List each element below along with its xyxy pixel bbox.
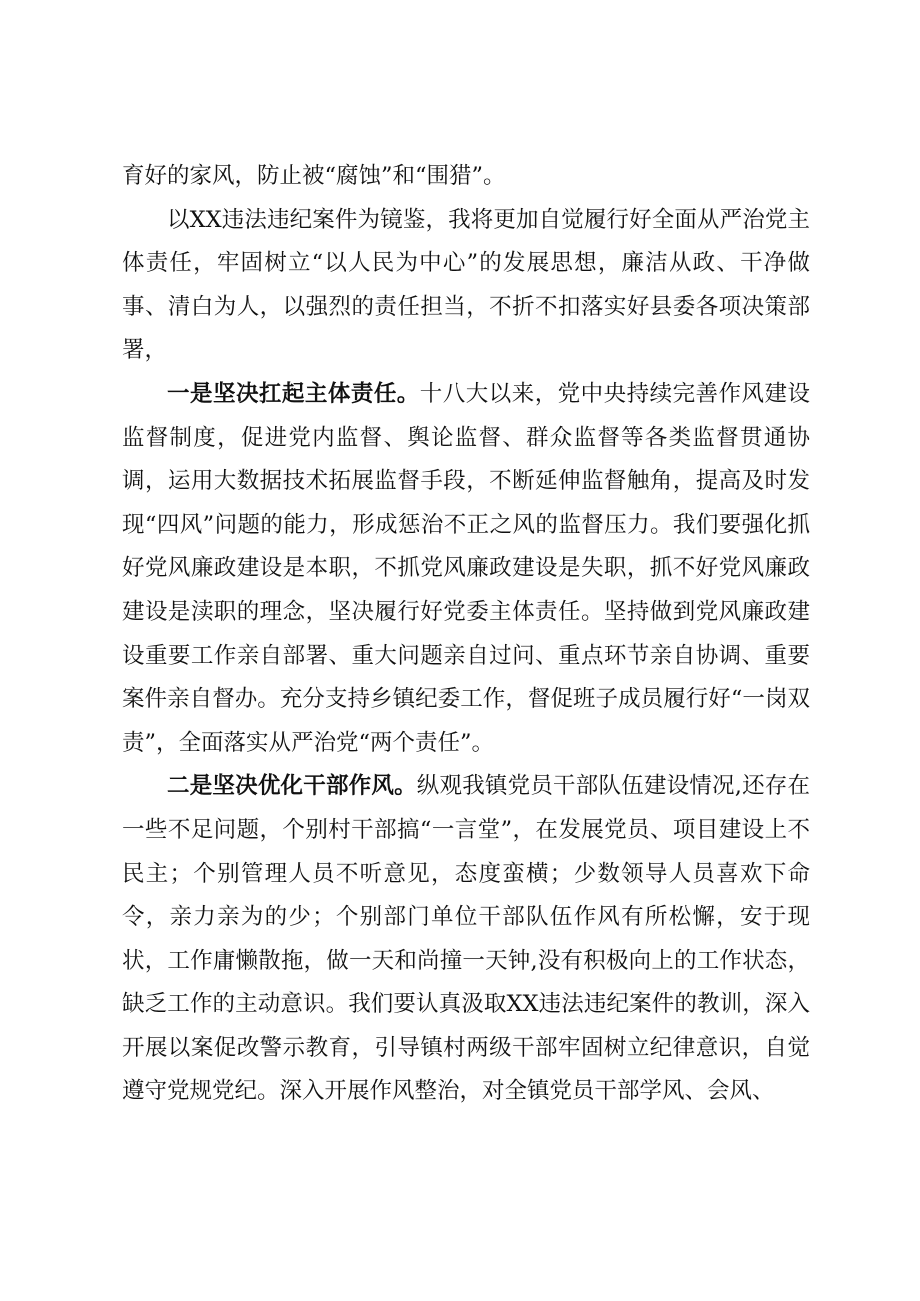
paragraph-point-two xyxy=(122,765,810,1114)
paragraph-text: 育好的家风，防止被“腐蚀”和“围猎”。 xyxy=(122,163,506,189)
paragraph-continuation xyxy=(122,155,810,199)
paragraph-lead-heading: 二是坚决优化干部作风。 xyxy=(167,773,417,800)
paragraph-intro xyxy=(122,199,810,373)
paragraph-lead-heading: 一是坚决扛起主体责任。 xyxy=(167,380,420,407)
paragraph-point-one xyxy=(122,373,810,765)
paragraph-text: 以XX违法违纪案件为镜鉴，我将更加自觉履行好全面从严治党主体责任，牢固树立“以人民为中心”的发展思想，廉洁从政、干净做事、清白为人，以强烈的责任担当，不折不扣落实好县委各项决策部署， xyxy=(122,206,810,364)
paragraph-text: 纵观我镇党员干部队伍建设情况,还存在一些不足问题，个别村干部搞“一言堂”，在发展党员、项目建设上不民主；个别管理人员不听意见，态度蛮横；少数领导人员喜欢下命令，亲力亲为的少；个别部门单位干部队伍作风有所松懈，安于现状，工作庸懒散拖，做一天和尚撞一天钟,没有积极向上的工作状态，缺乏工作的主动意识。我们要认真汲取XX违法违纪案件的教训，深入开展以案促改警示教育，引导镇村两级干部牢固树立纪律意识，自觉遵守党规党纪。深入开展作风整治，对全镇党员干部学风、会风、 xyxy=(122,773,810,1105)
document-body xyxy=(122,155,810,1114)
paragraph-text: 十八大以来，党中央持续完善作风建设监督制度，促进党内监督、舆论监督、群众监督等各类监督贯通协调，运用大数据技术拓展监督手段，不断延伸监督触角，提高及时发现“四风”问题的能力，形成惩治不正之风的监督压力。我们要强化抓好党风廉政建设是本职，不抓党风廉政建设是失职，抓不好党风廉政建设是渎职的理念，坚决履行好党委主体责任。坚持做到党风廉政建设重要工作亲自部署、重大问题亲自过问、重点环节亲自协调、重要案件亲自督办。充分支持乡镇纪委工作，督促班子成员履行好“一岗双责”，全面落实从严治党“两个责任”。 xyxy=(122,380,810,756)
